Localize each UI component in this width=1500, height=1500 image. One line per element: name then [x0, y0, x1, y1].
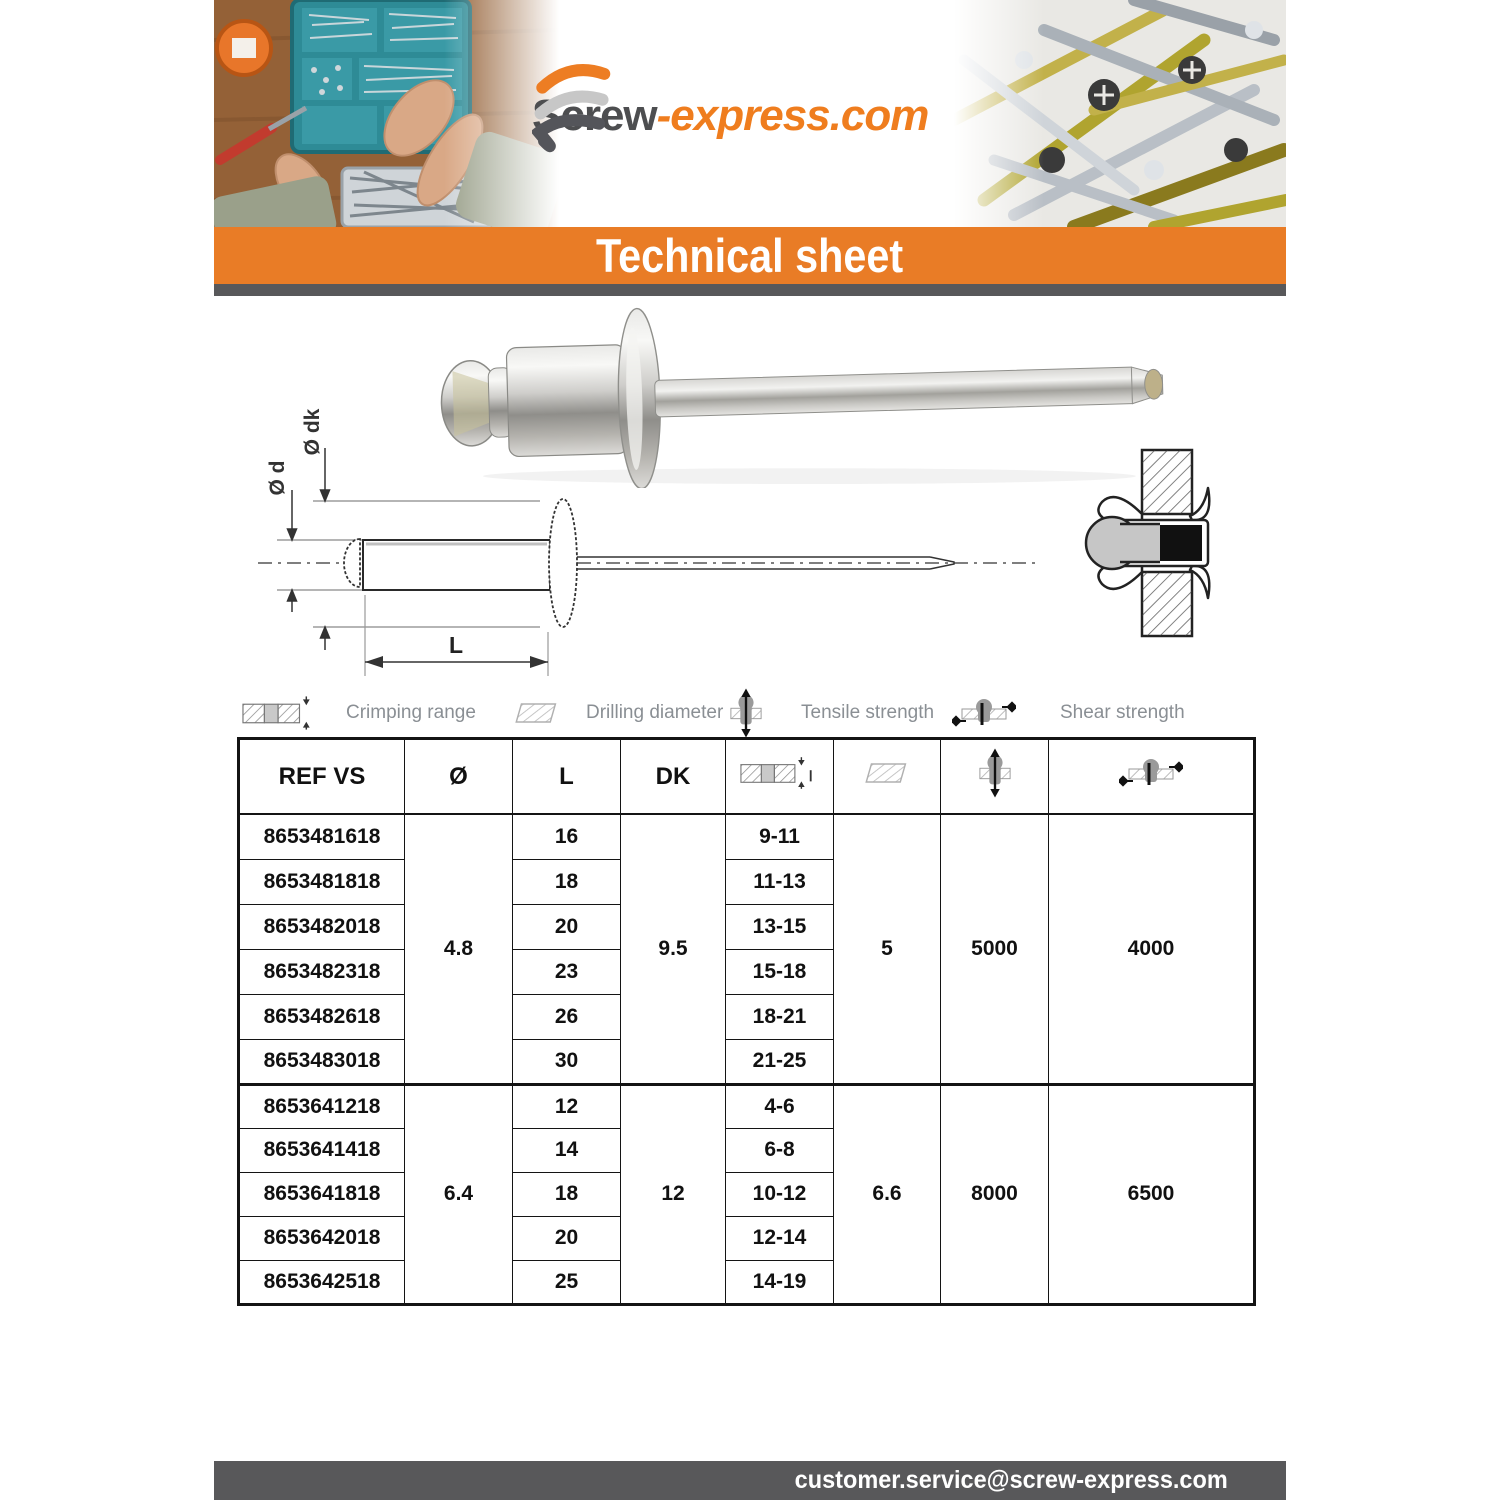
ref-cell: 8653641818 [239, 1172, 405, 1216]
crimping-range-cell: 15-18 [726, 949, 834, 994]
length-cell: 23 [513, 949, 621, 994]
logo-swoosh-icon [532, 58, 618, 162]
header [214, 0, 1286, 227]
crimping-range-icon [740, 756, 820, 790]
legend-shear-strength [952, 690, 1185, 736]
crimping-range-cell: 13-15 [726, 904, 834, 949]
col-header-length: L [513, 739, 621, 815]
drilling-diameter-icon [864, 762, 910, 784]
table-header-row [239, 739, 1255, 815]
col-header-tensile-strength [941, 739, 1049, 815]
diameter-cell: 6.4 [405, 1084, 513, 1304]
legend-label: Tensile strength [801, 702, 935, 723]
footer-bar [214, 1461, 1286, 1500]
crimping-range-cell: 10-12 [726, 1172, 834, 1216]
workbench-photo [214, 0, 559, 227]
length-cell: 12 [513, 1084, 621, 1128]
col-header-diameter: Ø [405, 739, 513, 815]
dim-label-l: L [448, 632, 464, 658]
shear-strength-icon [952, 695, 1016, 731]
dk-cell: 9.5 [621, 814, 726, 1084]
ref-cell: 8653641218 [239, 1084, 405, 1128]
ref-cell: 8653483018 [239, 1039, 405, 1084]
length-cell: 25 [513, 1260, 621, 1304]
tensile-strength-icon [978, 748, 1012, 798]
crimping-range-cell: 18-21 [726, 994, 834, 1039]
crimping-range-cell: 14-19 [726, 1260, 834, 1304]
col-header-ref: REF VS [239, 739, 405, 815]
length-cell: 26 [513, 994, 621, 1039]
drilling-diameter-icon [514, 702, 560, 724]
length-cell: 14 [513, 1128, 621, 1172]
ref-cell: 8653481818 [239, 859, 405, 904]
ref-cell: 8653642518 [239, 1260, 405, 1304]
tensile-strength-cell: 5000 [941, 814, 1049, 1084]
ref-cell: 8653482018 [239, 904, 405, 949]
length-cell: 20 [513, 904, 621, 949]
shear-strength-cell: 6500 [1049, 1084, 1255, 1304]
ref-cell: 8653482618 [239, 994, 405, 1039]
logo [532, 58, 992, 174]
crimping-range-cell: 6-8 [726, 1128, 834, 1172]
table-row [239, 814, 1255, 859]
ref-cell: 8653642018 [239, 1216, 405, 1260]
sheet-content [214, 0, 1286, 1500]
ref-cell: 8653641418 [239, 1128, 405, 1172]
crimping-range-cell: 9-11 [726, 814, 834, 859]
legend-crimping-range [242, 690, 476, 736]
crimping-range-cell: 12-14 [726, 1216, 834, 1260]
logo-brand: Screw [532, 91, 657, 140]
title-banner [214, 227, 1286, 284]
length-cell: 18 [513, 859, 621, 904]
page-title: Technical sheet [596, 229, 904, 282]
legend-tensile-strength [729, 690, 934, 736]
drilling-diameter-cell: 5 [834, 814, 941, 1084]
legend-label: Crimping range [346, 702, 476, 723]
crimping-range-icon [242, 696, 318, 730]
dim-label-dk: Ø dk [301, 408, 324, 456]
legend-label: Drilling diameter [586, 702, 724, 723]
ref-cell: 8653482318 [239, 949, 405, 994]
length-cell: 18 [513, 1172, 621, 1216]
dk-cell: 12 [621, 1084, 726, 1304]
length-cell: 20 [513, 1216, 621, 1260]
installed-rivet-cross-section [1080, 448, 1230, 638]
crimping-range-cell: 11-13 [726, 859, 834, 904]
rivet-dimension-drawing [240, 390, 1050, 690]
spec-table [237, 737, 1256, 1306]
legend-drilling-diameter [514, 690, 723, 736]
tensile-strength-icon [729, 688, 763, 738]
length-cell: 16 [513, 814, 621, 859]
customer-service-email: customer.service@screw-express.com [794, 1466, 1228, 1494]
tensile-strength-cell: 8000 [941, 1084, 1049, 1304]
banner-shadow-strip [214, 284, 1286, 296]
table-row [239, 1084, 1255, 1128]
screws-photo [954, 0, 1286, 227]
shear-strength-cell: 4000 [1049, 814, 1255, 1084]
length-cell: 30 [513, 1039, 621, 1084]
ref-cell: 8653481618 [239, 814, 405, 859]
diameter-cell: 4.8 [405, 814, 513, 1084]
col-header-crimping-range [726, 739, 834, 815]
logo-suffix: -express.com [656, 91, 929, 140]
drilling-diameter-cell: 6.6 [834, 1084, 941, 1304]
legend-label: Shear strength [1060, 702, 1185, 723]
col-header-dk: DK [621, 739, 726, 815]
col-header-shear-strength [1049, 739, 1255, 815]
crimping-range-cell: 4-6 [726, 1084, 834, 1128]
col-header-drilling-diameter [834, 739, 941, 815]
crimping-range-cell: 21-25 [726, 1039, 834, 1084]
dim-label-d: Ø d [266, 460, 289, 496]
shear-strength-icon [1119, 755, 1183, 791]
